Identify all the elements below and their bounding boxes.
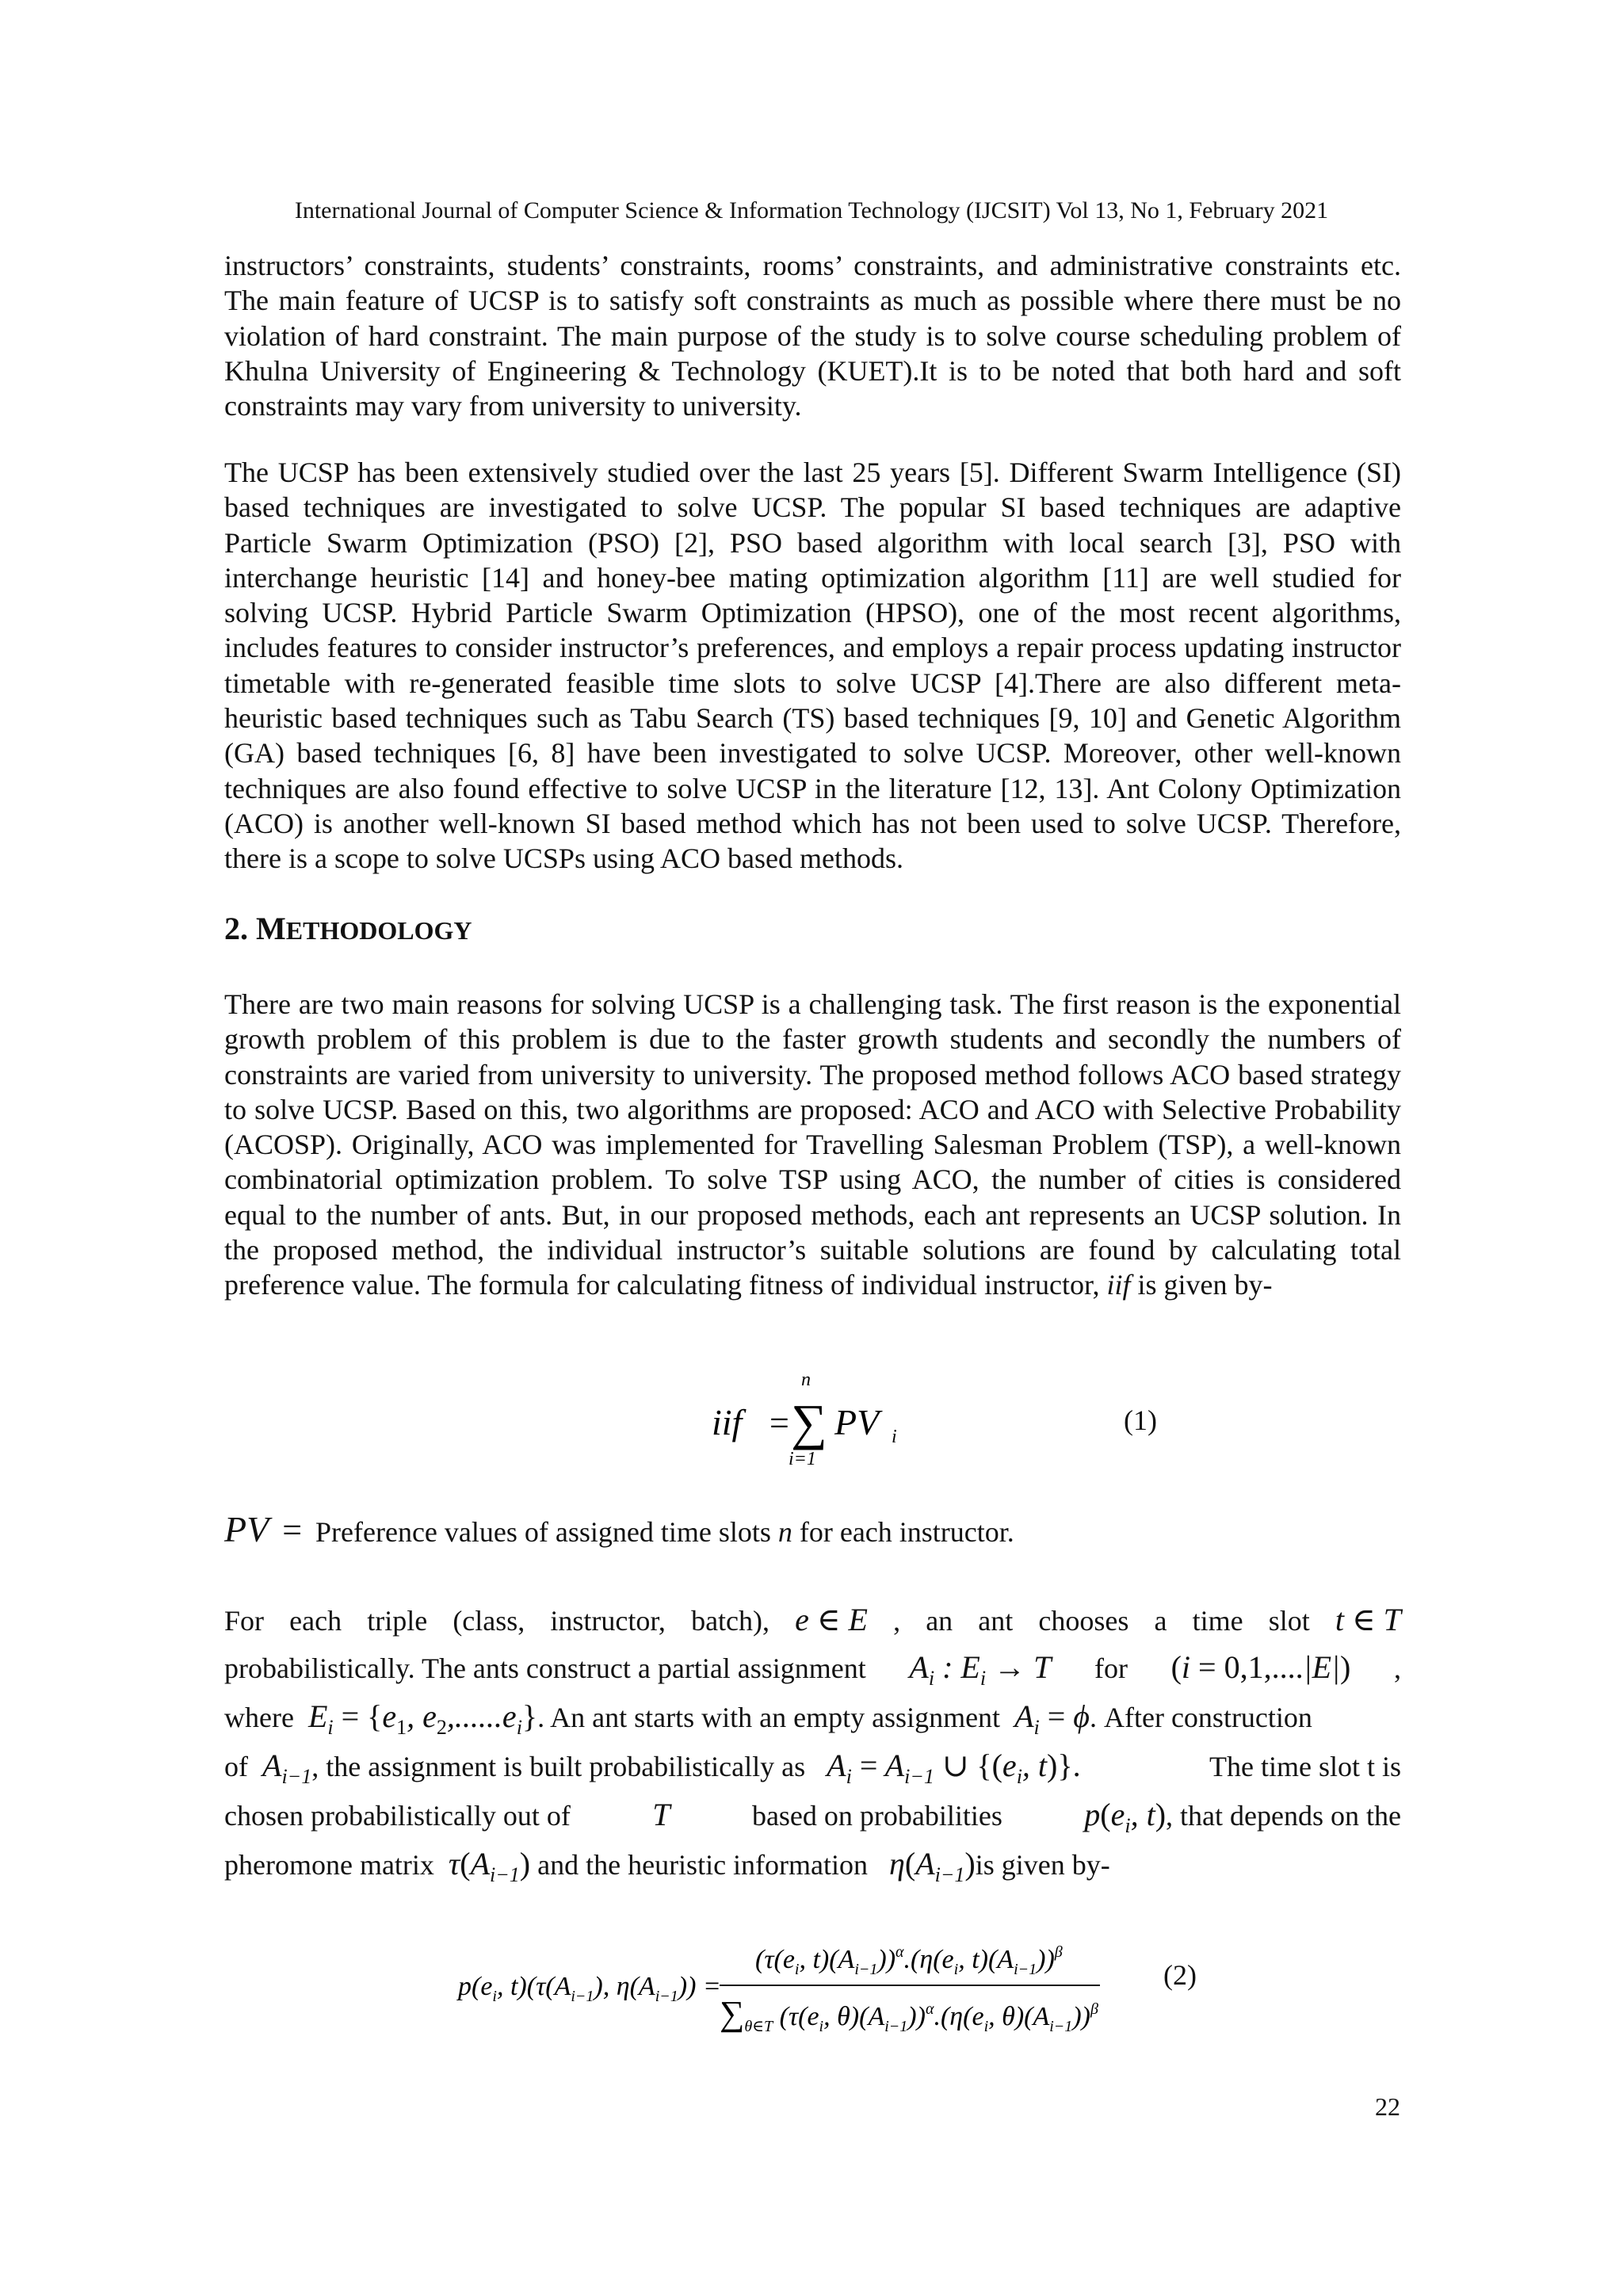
paragraph-related-work: The UCSP has been extensively studied over the last 25 years [5]. Different Swarm Intelligence (SI) based techniques are investigated to solve UCSP. The popular SI based techniques are adaptive Particle Swarm Optimization (PSO) [2], PSO based algorithm with local search [3], PSO with interchange heuristic [14] and honey-bee mating optimization algorithm [11] are well studied for solving UCSP. Hybrid Particle Swarm Optimization (HPSO), one of the most recent algorithms, includes features to consider instructor’s preferences, and employs a repair process updating instructor timetable with re-generated feasible time slots to solve UCSP [4].There are also different meta-heuristic based techniques such as Tabu Search (TS) based techniques [9, 10] and Genetic Algorithm (GA) based techniques [6, 8] have been investigated to solve UCSP. Moreover, other well-known techniques are also found effective to solve UCSP in the literature [12, 13]. Ant Colony Optimization (ACO) is another well-known SI based method which has not been used to solve UCSP. Therefore, there is a scope to solve UCSPs using ACO based methods. (224, 457, 1401, 875)
text-line-4: of $A_{i-1}$, the assignment is built probabilistically as $A_i = A_{i-1}$ ∪ {($e_i$, t)}. The time slot t is (224, 1748, 1401, 1788)
equation-1-formula (224, 1363, 1401, 1474)
eq1-sum-top: n (801, 1370, 811, 1390)
svg-text:p(ei, t)(τ(Ai−1), η(Ai−1)) =: $p(e_i$, $t)(\tau(A_{i-1})$, $\eta(A_{i-1})$) = (458, 1972, 721, 2005)
section-heading (224, 909, 472, 950)
eq1-lhs: iif (712, 1402, 743, 1442)
svg-text:∑θ∈T (τ(ei, θ)(Ai−1))α.(η(ei,: $\sum_{\theta\in T}$ ($\tau(e_i$, $\theta)(A_{i-1}))^\alpha.(\eta(e_i$, $\theta)(A_{i-1}))^\beta$ (720, 1994, 1098, 2035)
eq1-term-sub: i (892, 1427, 897, 1447)
eq1-sigma: ∑ (791, 1394, 827, 1450)
equation-2 (224, 1922, 1401, 2041)
equation-2-number: (2) (1163, 1959, 1197, 1991)
running-head: International Journal of Computer Science & Information Technology (IJCSIT) Vol 13, No 1, February 2021 (294, 197, 1329, 223)
eq1-term: PV (834, 1402, 880, 1442)
text-line-5: chosen probabilistically out of T based on probabilities $p(e_i$, t), that depends on the (224, 1797, 1401, 1837)
text-line-1: For each triple (class, instructor, batch), e ∈ E , an ant chooses a time slot t ∈ T (224, 1602, 1401, 1637)
paragraph-intro: instructors’ constraints, students’ constraints, rooms’ constraints, and administrative constraints etc. The main feature of UCSP is to satisfy soft constraints as much as possible where there must be no violation of hard constraint. The main purpose of the study is to solve course scheduling problem of Khulna University of Engineering & Technology (KUET).It is to be noted that both hard and soft constraints may vary from university to university. (224, 250, 1401, 422)
text-line-3: where $E_i = \{e_1$, $e_2,......e_i$}. An ant starts with an empty assignment $A_i = \phi$. After construction (224, 1698, 1312, 1739)
section-number: 2. (224, 911, 248, 946)
paragraph-methodology: There are two main reasons for solving UCSP is a challenging task. The first reason is the exponential growth problem of this problem is due to the faster growth students and secondly the numbers of constraints are varied from university to university. The proposed method follows ACO based strategy to solve UCSP. Based on this, two algorithms are proposed: ACO and ACO with Selective Probability (ACOSP). Originally, ACO was implemented for Travelling Salesman Problem (TSP), a well-known combinatorial optimization problem. To solve TSP using ACO, the number of cities is considered equal to the number of ants. But, in our proposed methods, each ant represents an UCSP solution. In the proposed method, the individual instructor’s suitable solutions are found by calculating total preference value. The formula for calculating fitness of individual instructor, iif is given by- (224, 988, 1401, 1301)
equation-2-formula (224, 1922, 1401, 2041)
pv-definition: PV = Preference values of assigned time slots n for each instructor. (224, 1509, 1014, 1549)
text-line-2: probabilistically. The ants construct a partial assignment $A_i$ : $E_i \to T$ for (i = 0,1,....|E|) , (224, 1649, 1401, 1690)
eq1-sum-bottom: i=1 (789, 1449, 816, 1469)
svg-text:(τ(ei, t)(Ai−1))α.(η(ei, t)(Ai: ($\tau(e_i$, $t)(A_{i-1}))^\alpha.(\eta(e_i$, $t)(A_{i-1}))^\beta$ (755, 1943, 1063, 1978)
text-line-6: pheromone matrix $\tau(A_{i-1})$ and the heuristic information $\eta(A_{i-1})is$ given by- (224, 1846, 1110, 1886)
eq1-equals: = (769, 1404, 789, 1442)
equation-1 (224, 1363, 1401, 1474)
page-number: 22 (1375, 2092, 1400, 2121)
section-title: METHODOLOGY (256, 911, 472, 946)
equation-1-number: (1) (1124, 1404, 1157, 1436)
